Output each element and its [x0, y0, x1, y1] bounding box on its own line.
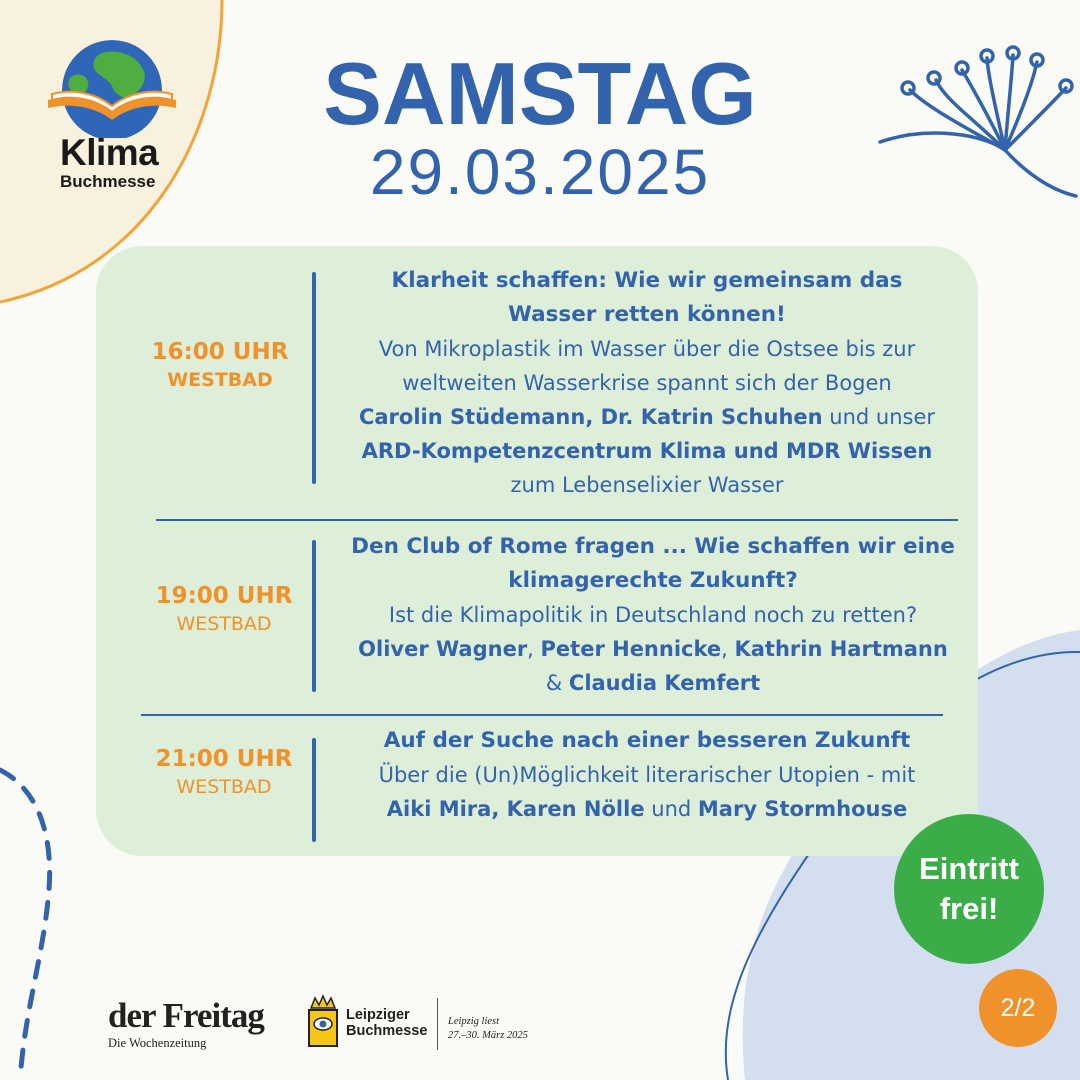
event-1-time-block: [100, 338, 340, 393]
speaker-name: Kathrin Hartmann: [734, 637, 948, 661]
event-3-time-block: [104, 745, 344, 800]
dashed-curve: [0, 770, 50, 1080]
free-entry-badge: [894, 814, 1044, 964]
lbm-line2: Buchmesse: [346, 1023, 428, 1039]
event-speakers: Carolin Stüdemann, Dr. Katrin Schuhen: [358, 405, 823, 429]
event-title-cont: klimagerechte Zukunft?: [508, 568, 798, 593]
event-2-description: [322, 530, 984, 700]
separator: ,: [527, 637, 541, 661]
speaker-name: Aiki Mira, Karen Nölle: [386, 797, 645, 821]
event-3-description: [322, 724, 972, 826]
event-3-divider: [312, 738, 316, 842]
event-text: Ist die Klimapolitik in Deutschland noch zu retten?: [388, 603, 918, 627]
page-indicator: 2/2: [979, 969, 1057, 1047]
speaker-name: Peter Hennicke: [540, 637, 722, 661]
event-speakers-org: ARD-Kompetenzcentrum Klima und MDR Wissen: [361, 439, 933, 463]
speaker-name: Claudia Kemfert: [568, 671, 761, 695]
lbm-tag1: Leipzig liest: [448, 1016, 500, 1027]
event-venue: WESTBAD: [167, 368, 273, 391]
heading-date: 29.03.2025: [369, 136, 711, 208]
logo-title: Klima: [60, 132, 159, 173]
event-venue: WESTBAD: [176, 612, 272, 635]
lbm-tag2: 27.–30. März 2025: [448, 1030, 528, 1041]
event-separator: [141, 714, 943, 716]
event-time: 16:00 UHR: [151, 339, 289, 365]
freitag-subtitle: Die Wochenzeitung: [108, 1036, 207, 1050]
event-joiner: und: [644, 797, 698, 821]
lbm-tagline: [448, 1015, 528, 1043]
event-closing: zum Lebenselixier Wasser: [510, 473, 784, 497]
event-speakers-line: [322, 792, 972, 826]
separator: ,: [721, 637, 735, 661]
badge-line2: frei!: [939, 891, 999, 926]
event-title: Klarheit schaffen: Wie wir gemeinsam das: [391, 268, 903, 293]
badge-line1: Eintritt: [919, 851, 1019, 886]
ampersand: &: [545, 671, 569, 695]
event-time: 21:00 UHR: [155, 746, 293, 772]
event-separator: [156, 519, 958, 521]
event-speakers-line: [322, 632, 984, 666]
book-crown-icon: [306, 994, 340, 1050]
event-text-cont: weltweiten Wasserkrise spannt sich der Bogen: [402, 371, 892, 395]
lbm-name: [346, 1007, 427, 1039]
event-time: 19:00 UHR: [155, 583, 293, 609]
speaker-name: Oliver Wagner: [358, 637, 528, 661]
event-title: Den Club of Rome fragen ... Wie schaffen wir eine: [351, 534, 955, 559]
event-2-divider: [312, 540, 316, 692]
event-1-description: [322, 264, 972, 502]
freitag-name: der Freitag: [108, 996, 264, 1035]
event-venue: WESTBAD: [176, 775, 272, 798]
event-joiner: und unser: [822, 405, 936, 429]
heading-day: SAMSTAG: [323, 44, 757, 143]
lbm-line1: Leipziger: [346, 1007, 410, 1023]
event-title-cont: Wasser retten können!: [508, 302, 786, 327]
der-freitag-logo[interactable]: [108, 998, 264, 1051]
logo-subtitle: Buchmesse: [60, 172, 156, 191]
leipziger-buchmesse-logo[interactable]: [306, 994, 546, 1052]
event-text: Von Mikroplastik im Wasser über die Ostsee bis zur: [378, 337, 916, 361]
event-title: Auf der Suche nach einer besseren Zukunft: [383, 728, 911, 753]
event-speakers-line: [322, 400, 972, 434]
event-text: Über die (Un)Möglichkeit literarischer Utopien - mit: [378, 763, 916, 787]
event-1-divider: [312, 272, 316, 484]
lbm-divider: [437, 998, 438, 1050]
speaker-name: Mary Stormhouse: [697, 797, 908, 821]
event-2-time-block: [104, 582, 344, 637]
